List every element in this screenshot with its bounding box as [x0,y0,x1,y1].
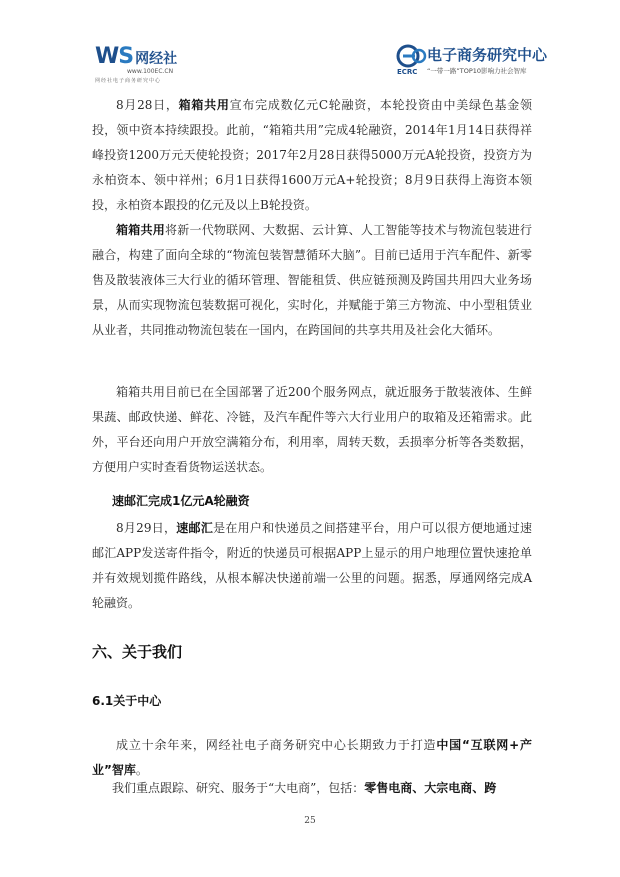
subheading-suyouhui: 速邮汇完成1亿元A轮融资 [112,494,250,508]
ecrc-abbr: ECRC [397,68,418,76]
section-title-about-us: 六、关于我们 [92,643,183,661]
paragraph-xiangxiang-business: 箱箱共用将新一代物联网、大数据、云计算、人工智能等技术与物流包装进行融合，构建了面向全球的“物流包装智慧循环大脑”。目前已适用于汽车配件、新零售及散装液体三大行业的循环管理、智能租赁、供应链预测及跨国共用四大业务场景，从而实现物流包装数据可视化，实时化，并赋能于第三方物流、中小型租赁业从业者，共同推动物流包装在一国内，在跨国间的共享共用及社会化大循环。 [92,223,532,337]
ecrc-name: 电子商务研究中心 [427,46,548,64]
paragraph-suyouhui: 8月29日，速邮汇是在用户和快递员之间搭建平台，用户可以很方便地通过速邮汇APP发送寄件指令，附近的快递员可根据APP上显示的用户地理位置快速抢单并有效规划揽件路线，从根本解决快递前端一公里的问题。据悉，厚通网络完成A轮融资。 [92,521,532,610]
wangjingshe-logo [95,44,178,84]
ecrc-tagline: “一带一路”TOP10影响力社会智库 [427,67,527,75]
paragraph-xiangxiang-network: 箱箱共用目前已在全国部署了近200个服务网点，就近服务于散装液体、生鲜果蔬、邮政快递、鲜花、冷链，及汽车配件等六大行业用户的取箱及还箱需求。此外，平台还向用户开放空满箱分布，利用率，周转天数，丢损率分析等各类数据，方便用户实时查看货物运送状态。 [92,385,532,474]
paragraph-xiangxiang-funding: 8月28日，箱箱共用宣布完成数亿元C轮融资，本轮投资由中美绿色基金领投，领中资本持续跟投。此前，“箱箱共用”完成4轮融资，2014年1月14日获得祥峰投资1200万元天使轮投资；2017年2月28日获得5000万元A轮投资，投资方为永柏资本、领中祥州；6月1日获得1600万元A+轮投资；8月9日获得上海资本领投，永柏资本跟投的亿元及以上B轮投资。 [92,98,532,212]
logo-slogan: 网经社电子商务研究中心 [95,78,162,84]
page-number: 25 [304,816,316,826]
logo-ws-mark: WS [95,44,134,69]
subsection-title-about-center: 6.1关于中心 [92,694,162,708]
paragraph-about-center: 成立十余年来，网经社电子商务研究中心长期致力于打造中国“互联网+产业”智库。 [92,738,532,777]
paragraph-focus-areas: 我们重点跟踪、研究、服务于“大电商”，包括：零售电商、大宗电商、跨 [112,781,497,795]
logo-wangjingshe-name: 网经社 [135,51,178,67]
logo-url: www.100EC.CN [127,68,174,75]
ecrc-emblem-icon [395,44,429,70]
page-header [0,0,620,84]
